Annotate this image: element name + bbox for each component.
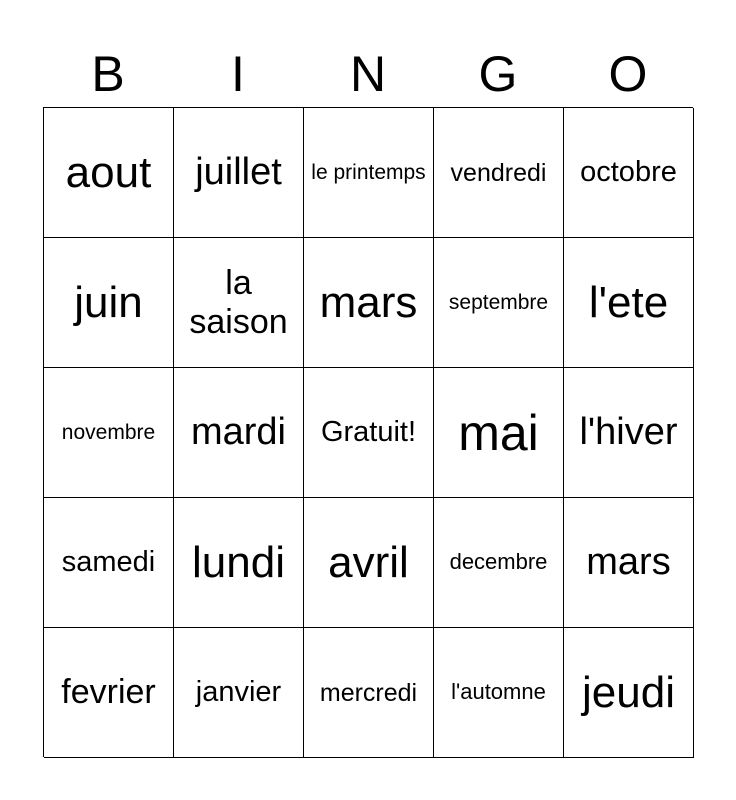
bingo-cell[interactable]: mars [304,238,434,368]
header-letter-i: I [231,46,245,102]
bingo-cell[interactable]: avril [304,498,434,628]
bingo-cell[interactable]: novembre [44,368,174,498]
bingo-cell[interactable]: juillet [174,108,304,238]
bingo-grid [43,107,693,757]
bingo-cell[interactable]: janvier [174,628,304,758]
bingo-cell[interactable]: aout [44,108,174,238]
bingo-cell[interactable]: octobre [564,108,694,238]
bingo-cell[interactable]: septembre [434,238,564,368]
bingo-cell[interactable]: decembre [434,498,564,628]
header-letter-g: G [478,46,518,102]
bingo-cell[interactable]: mercredi [304,628,434,758]
bingo-cell[interactable]: mars [564,498,694,628]
free-space-cell[interactable]: Gratuit! [304,368,434,498]
bingo-cell[interactable]: vendredi [434,108,564,238]
bingo-cell[interactable]: le printemps [304,108,434,238]
bingo-cell[interactable]: la saison [174,238,304,368]
bingo-cell[interactable]: jeudi [564,628,694,758]
bingo-cell[interactable]: l'hiver [564,368,694,498]
bingo-cell[interactable]: samedi [44,498,174,628]
header-letter-n: N [349,46,387,102]
bingo-cell[interactable]: mardi [174,368,304,498]
bingo-cell[interactable]: lundi [174,498,304,628]
header-letter-b: B [91,46,125,102]
bingo-cell[interactable]: l'automne [434,628,564,758]
bingo-header [43,40,693,108]
bingo-cell[interactable]: juin [44,238,174,368]
bingo-cell[interactable]: mai [434,368,564,498]
bingo-cell[interactable]: l'ete [564,238,694,368]
header-letter-o: O [608,46,648,102]
bingo-cell[interactable]: fevrier [44,628,174,758]
